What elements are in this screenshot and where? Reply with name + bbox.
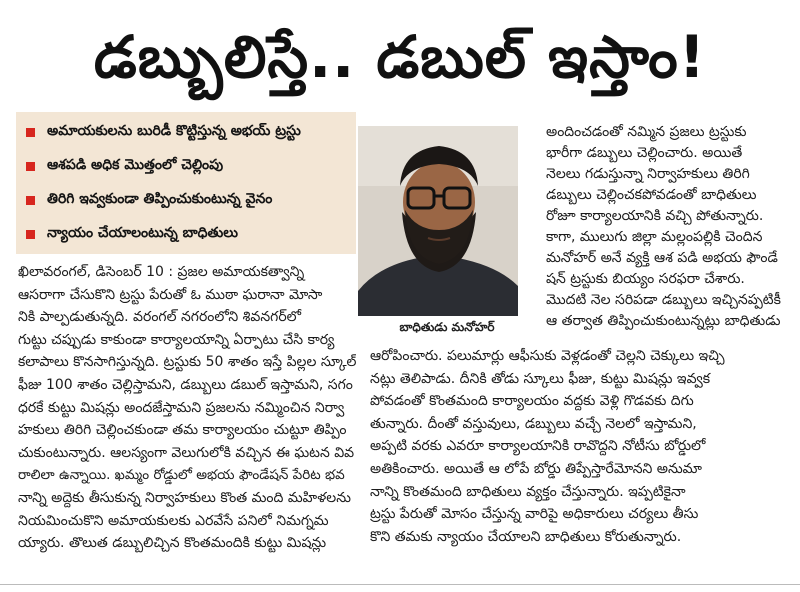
body-text-line: అప్పటి వరకు ఎవరూ కార్యాలయానికి రావొద్దని నోటీసు బోర్డులో [370, 438, 706, 455]
body-text-line: ఫీజు 100 శాతం చెల్లిస్తామని, డబ్బులు డబుల్ ఇస్తామని, సగం [18, 377, 353, 393]
body-text-line: మొదటి నెల సరిపడా డబ్బులు ఇచ్చినప్పటికీ [546, 292, 781, 308]
photo-caption: బాధితుడు మనోహర్ [399, 320, 495, 334]
red-square-bullet-icon [26, 196, 35, 205]
body-text-line: ధరకే కుట్టు మిషన్లు అందజేస్తామని ప్రజలను నమ్మించిన నిర్వా [18, 399, 345, 416]
body-text-line: అతికించారు. అయితే ఆ లోపే బోర్డు తిప్పేస్తారేమోనని అనుమా [370, 461, 702, 477]
body-text-line: నాన్ని అద్దెకు తీసుకున్న నిర్వాహకులు కొంత మంది మహిళలను [18, 490, 351, 506]
body-text-line: ఆ తర్వాత తిప్పించుకుంటున్నట్లు బాధితుడు [546, 313, 781, 329]
highlight-text: అమాయకులను బురిడీ కొట్టిస్తున్న అభయ్ ట్రస్టు [47, 122, 301, 139]
body-text-line: అందించడంతో నమ్మిన ప్రజలు ట్రస్టుకు [546, 124, 747, 140]
highlight-item [26, 152, 223, 180]
body-text-line: కాగా, ములుగు జిల్లా మల్లంపల్లికి చెందిన [546, 229, 763, 245]
body-text-line: పోవడంతో కొంతమంది కార్యాలయం వద్దకు వెళ్లి గొడవకు దిగు [370, 393, 694, 410]
body-text-line: కొని తమకు న్యాయం చేయాలని బాధితులు కోరుతున్నారు. [370, 528, 682, 545]
body-text-line: ఆరోపించారు. పలుమార్లు ఆఫీసుకు వెళ్లడంతో చెల్లని చెక్కులు ఇచ్చి [370, 348, 725, 364]
red-square-bullet-icon [26, 230, 35, 239]
body-text-line: మనోహర్ అనే వ్యక్తి ఆశ పడి అభయ ఫౌండే [546, 250, 778, 266]
body-text-line: హకులు తిరిగి చెల్లించకుండా తమ కార్యాలయం చుట్టూ తిప్పిం [18, 422, 347, 439]
body-text-line: భారీగా డబ్బులు చెల్లించారు. అయితే [546, 145, 743, 161]
body-text-line: కలాపాలు కొనసాగిస్తున్నది. ట్రస్టుకు 50 శాతం ఇస్తే పిల్లల స్కూల్ [18, 354, 356, 371]
body-text-line: ఖిలావరంగల్, డిసెంబర్ 10 : ప్రజల అమాయకత్వాన్ని [18, 264, 305, 280]
body-text-line: చుకుంటున్నారు. ఆలస్యంగా వెలుగులోకి వచ్చిన ఈ ఘటన వివ [18, 444, 355, 461]
body-text-line: రోజూ కార్యాలయానికి వచ్చి పోతున్నారు. [546, 208, 764, 224]
body-text-line: ట్రస్టు పేరుతో మోసం చేస్తున్న వారిపై అధికారులు చర్యలు తీసు [370, 506, 699, 523]
body-text-line: నట్లు తెలిపాడు. దీనికి తోడు స్కూలు ఫీజు, కుట్టు మిషన్లు ఇవ్వక [370, 370, 711, 387]
body-text-line: తున్నారు. దీంతో వస్తువులు, డబ్బులు వచ్చే నెలలో ఇస్తామని, [370, 415, 697, 432]
body-text-line: షన్ ట్రస్టుకు బియ్యం సరఫరా చేశారు. [546, 271, 745, 287]
highlight-item [26, 118, 301, 146]
body-text-line: డబ్బులు చెల్లించకపోవడంతో బాధితులు [546, 187, 757, 203]
body-text-line: నికి పాల్పడుతున్నది. వరంగల్ నగరంలోని శివనగర్‌లో [18, 309, 302, 326]
red-square-bullet-icon [26, 128, 35, 137]
headline: డబ్బులిస్తే.. డబుల్ ఇస్తాం! [93, 23, 707, 91]
highlight-text: తిరిగి ఇవ్వకుండా తిప్పించుకుంటున్న వైనం [47, 190, 273, 207]
body-text-line: య్యారు. తొలుత డబ్బులిచ్చిన కొంతమందికి కుట్టు మిషన్లు [18, 535, 327, 552]
highlight-item [26, 186, 272, 214]
highlight-text: న్యాయం చేయాలంటున్న బాధితులు [47, 224, 239, 241]
highlight-text: ఆశపడి అధిక మొత్తంలో చెల్లింపు [47, 156, 224, 173]
highlights-box [16, 112, 356, 254]
body-text-line: నియమించుకొని అమాయకులకు ఎరవేసే పనిలో నిమగ్నమ [18, 512, 329, 529]
body-text-line: ఆసరాగా చేసుకొని ట్రస్టు పేరుతో ఓ ముఠా ఘరానా మోసా [18, 286, 323, 303]
body-text-line: రాలిలా ఉన్నాయి. ఖమ్మం రోడ్డులో అభయ ఫౌండేషన్ పేరిట భవ [18, 467, 345, 484]
body-text-line: గుట్టు చప్పుడు కాకుండా కార్యాలయాన్ని ఏర్పాటు చేసి కార్య [18, 331, 335, 348]
body-text-line: నాన్ని కొంతమంది బాధితులు వ్యక్తం చేస్తున్నారు. ఇప్పటికైనా [370, 483, 686, 500]
body-text-line: నెలలు గడుస్తున్నా నిర్వాహకులు తిరిగి [546, 166, 750, 182]
victim-photo [358, 126, 518, 316]
bottom-divider [0, 584, 800, 585]
red-square-bullet-icon [26, 162, 35, 171]
highlight-item [26, 220, 238, 248]
